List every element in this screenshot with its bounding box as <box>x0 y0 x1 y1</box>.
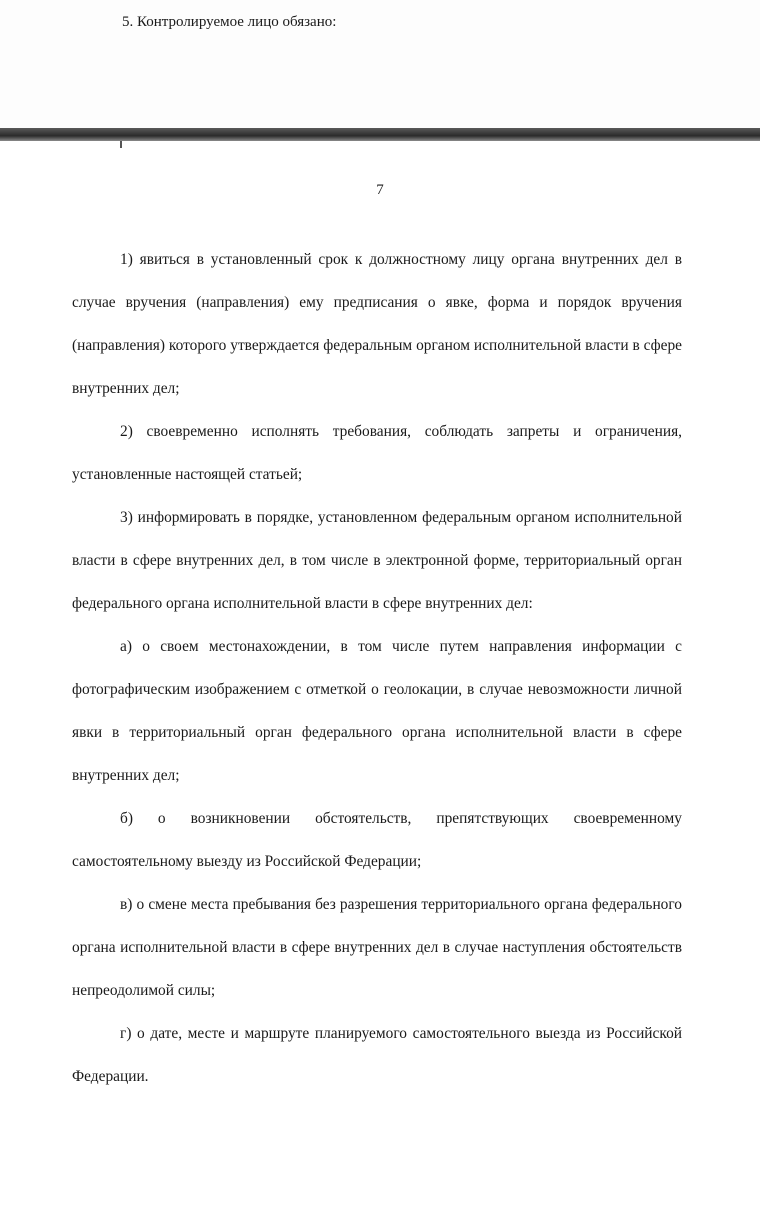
separator-tick <box>120 141 122 148</box>
document-body <box>72 238 682 1098</box>
paragraph-2: 2) своевременно исполнять требования, соблюдать запреты и ограничения, установленные настоящей статьей; <box>72 423 682 483</box>
paragraph-3: 3) информировать в порядке, установленном федеральным органом исполнительной власти в сфере внутренних дел, в том числе в электронной форме, территориальный орган федерального органа исполнительной власти в сфере внутренних дел: <box>72 509 682 612</box>
paragraph-1: 1) явиться в установленный срок к должностному лицу органа внутренних дел в случае вручения (направления) ему предписания о явке, форма и порядок вручения (направления) которого утверждается федеральным органом исполнительной власти в сфере внутренних дел; <box>72 251 682 397</box>
previous-page-bottom <box>0 0 760 128</box>
previous-page-last-line: 5. Контролируемое лицо обязано: <box>122 14 337 30</box>
subparagraph-v: в) о смене места пребывания без разрешения территориального органа федерального органа исполнительной власти в сфере внутренних дел в случае наступления обстоятельств непреодолимой силы; <box>72 896 682 999</box>
page-separator <box>0 128 760 141</box>
page-number: 7 <box>376 182 384 198</box>
subparagraph-a: а) о своем местонахождении, в том числе путем направления информации с фотографическим изображением с отметкой о геолокации, в случае невозможности личной явки в территориальный орган федерального органа исполнительной власти в сфере внутренних дел; <box>72 638 682 784</box>
subparagraph-b: б) о возникновении обстоятельств, препятствующих своевременному самостоятельному выезду из Российской Федерации; <box>72 810 682 870</box>
subparagraph-g: г) о дате, месте и маршруте планируемого самостоятельного выезда из Российской Федерации. <box>72 1025 682 1085</box>
